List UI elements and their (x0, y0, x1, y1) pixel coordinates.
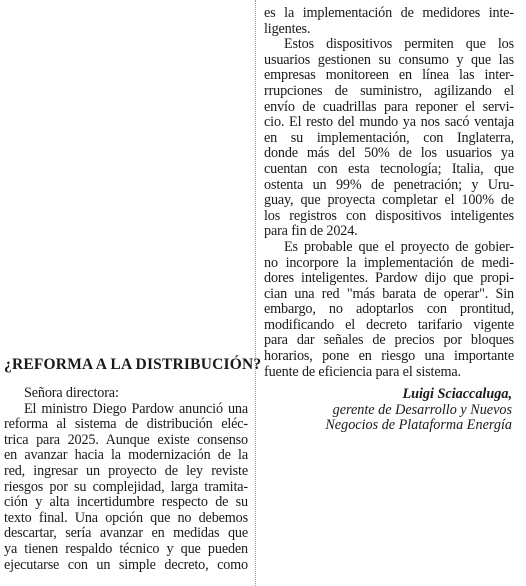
right-column-line: rrupciones de suministro, agilizando el (264, 82, 514, 99)
right-column-line: envío de cuadrillas para reponer el servi- (264, 98, 514, 115)
right-column-line: en su implementación, con Inglaterra, (264, 129, 514, 146)
right-column-line: fuente de eficiencia para el sistema. (264, 363, 461, 380)
right-column-line: para fin de 2024. (264, 223, 358, 240)
right-column-line: es la implementación de medidores inte- (264, 5, 514, 21)
right-column-line: empresas monitoreen en línea las inter- (264, 67, 514, 84)
right-column-line: cian una red "más barata de operar". Sin (264, 285, 514, 302)
letter-heading: ¿REFORMA A LA DISTRIBUCIÓN? (4, 356, 262, 373)
column-divider (255, 0, 256, 586)
left-column-line: ejecutarse con un simple decreto, como (4, 556, 248, 573)
right-column-text (264, 6, 514, 380)
right-column-line: horarios, pone en riesgo una importante (264, 348, 514, 365)
right-column-line: cio. El resto del mundo ya nos sacó ventaja (264, 114, 514, 131)
right-column-line: donde más del 50% de los usuarios ya (264, 145, 514, 162)
signature-role-line-1: gerente de Desarrollo y Nuevos (332, 401, 512, 418)
right-column-line: cuentan con esta tecnología; Italia, que (264, 160, 514, 177)
left-column-line: ción y alta incertidumbre respecto de su (4, 494, 248, 511)
right-column-line: Es probable que el proyecto de gobier- (284, 238, 514, 255)
left-column-line: ya tienen respaldo técnico y que pueden (4, 540, 248, 557)
left-column-line: trica para 2025. Aunque existe consenso (4, 431, 248, 448)
right-column-line: embargo, no adoptarlos con prontitud, (264, 301, 514, 318)
left-column-line: reforma al sistema de distribución eléc- (4, 416, 248, 433)
signature-role-line-2: Negocios de Plataforma Energía (325, 417, 512, 434)
left-column-line: en avanzar hacia la modernización de la (4, 447, 248, 464)
right-column-line: ligentes. (264, 20, 311, 37)
right-column-line: guay, que proyecta completar el 100% de (264, 192, 514, 209)
right-column-line: dores inteligentes. Pardow dijo que propi- (264, 270, 514, 287)
left-column-line: El ministro Diego Pardow anunció una (24, 400, 248, 417)
right-column-line: no incorpore la implementación de medi- (264, 254, 514, 271)
right-column-line: Estos dispositivos permiten que los (284, 36, 514, 53)
right-column-line: usuarios gestionen su consumo y que las (264, 51, 514, 68)
left-column-line: descartar, sería avanzar en medidas que (4, 525, 248, 542)
signature-name: Luigi Sciaccaluga, (402, 386, 512, 402)
signature-block (325, 387, 512, 434)
left-column-line: texto final. Una opción que no debemos (4, 509, 248, 526)
left-column-line: riesgos por su complejidad, larga tramita- (4, 478, 248, 495)
left-column-line: Señora directora: (24, 385, 119, 401)
left-column-line: red, ingresar un proyecto de ley reviste (4, 462, 248, 479)
left-column-text (4, 386, 248, 573)
right-column-line: ostenta un 99% de penetración; y Uru- (264, 176, 514, 193)
right-column-line: para dar señales de precios por bloques (264, 332, 514, 349)
right-column-line: los registros con dispositivos inteligentes (264, 207, 514, 224)
right-column-line: modificando el decreto tarifario vigente (264, 316, 514, 333)
